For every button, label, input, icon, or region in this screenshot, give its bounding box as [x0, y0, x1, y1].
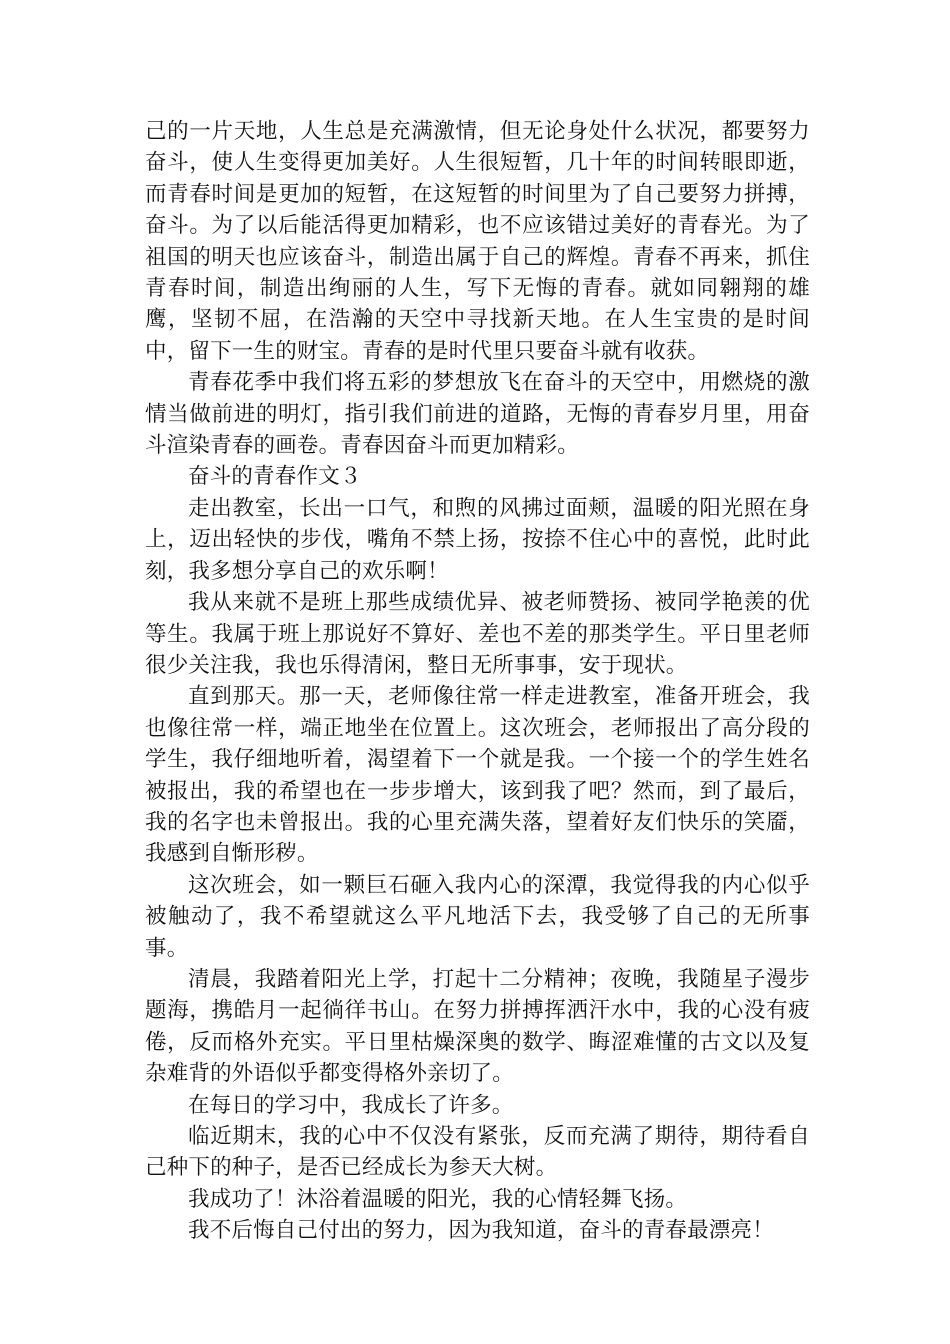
- paragraph-4: 我从来就不是班上那些成绩优异、被老师赞扬、被同学艳羡的优等生。我属于班上那说好不算好、差也不差的那类学生。平日里老师很少关注我，我也乐得清闲，整日无所事事，安于现状。: [145, 590, 810, 678]
- document-body: [145, 116, 810, 1247]
- paragraph-3: 走出教室，长出一口气，和煦的风拂过面颊，温暖的阳光照在身上，迈出轻快的步伐，嘴角不禁上扬，按捺不住心中的喜悦，此时此刻，我多想分享自己的欢乐啊！: [145, 495, 810, 584]
- paragraph-11: 我不后悔自己付出的努力，因为我知道，奋斗的青春最漂亮！: [188, 1218, 774, 1244]
- paragraph-5: 直到那天。那一天，老师像往常一样走进教室，准备开班会，我也像往常一样，端正地坐在位置上。这次班会，老师报出了高分段的学生，我仔细地听着，渴望着下一个就是我。一个接一个的学生姓名被报出，我的希望也在一步步增大，该到我了吧？然而，到了最后，我的名字也未曾报出。我的心里充满失落，望着好友们快乐的笑靥，我感到自惭形秽。: [145, 684, 810, 867]
- paragraph-9: 临近期末，我的心中不仅没有紧张，反而充满了期待，期待看自己种下的种子，是否已经成长为参天大树。: [145, 1124, 810, 1181]
- paragraph-2: 青春花季中我们将五彩的梦想放飞在奋斗的天空中，用燃烧的激情当做前进的明灯，指引我们前进的道路，无悔的青春岁月里，用奋斗渲染青春的画卷。青春因奋斗而更加精彩。: [145, 370, 810, 459]
- paragraph-8: 在每日的学习中，我成长了许多。: [188, 1092, 514, 1118]
- paragraph-7: 清晨，我踏着阳光上学，打起十二分精神；夜晚，我随星子漫步题海，携皓月一起徜徉书山。在努力拼搏挥洒汗水中，我的心没有疲倦，反而格外充实。平日里枯燥深奥的数学、晦涩难懂的古文以及复杂难背的外语似乎都变得格外亲切了。: [145, 966, 810, 1087]
- paragraph-6: 这次班会，如一颗巨石砸入我内心的深潭，我觉得我的内心似乎被触动了，我不希望就这么平凡地活下去，我受够了自己的无所事事。: [145, 872, 810, 961]
- paragraph-1: 己的一片天地，人生总是充满激情，但无论身处什么状况，都要努力奋斗，使人生变得更加美好。人生很短暂，几十年的时间转眼即逝，而青春时间是更加的短暂，在这短暂的时间里为了自己要努力拼搏，奋斗。为了以后能活得更加精彩，也不应该错过美好的青春光。为了祖国的明天也应该奋斗，制造出属于自己的辉煌。青春不再来，抓住青春时间，制造出绚丽的人生，写下无悔的青春。就如同翱翔的雄鹰，坚韧不屈，在浩瀚的天空中寻找新天地。在人生宝贵的是时间中，留下一生的财宝。青春的是时代里只要奋斗就有收获。: [145, 119, 810, 364]
- essay-heading: 奋斗的青春作文３: [188, 464, 362, 490]
- paragraph-10: 我成功了！沐浴着温暖的阳光，我的心情轻舞飞扬。: [188, 1186, 688, 1212]
